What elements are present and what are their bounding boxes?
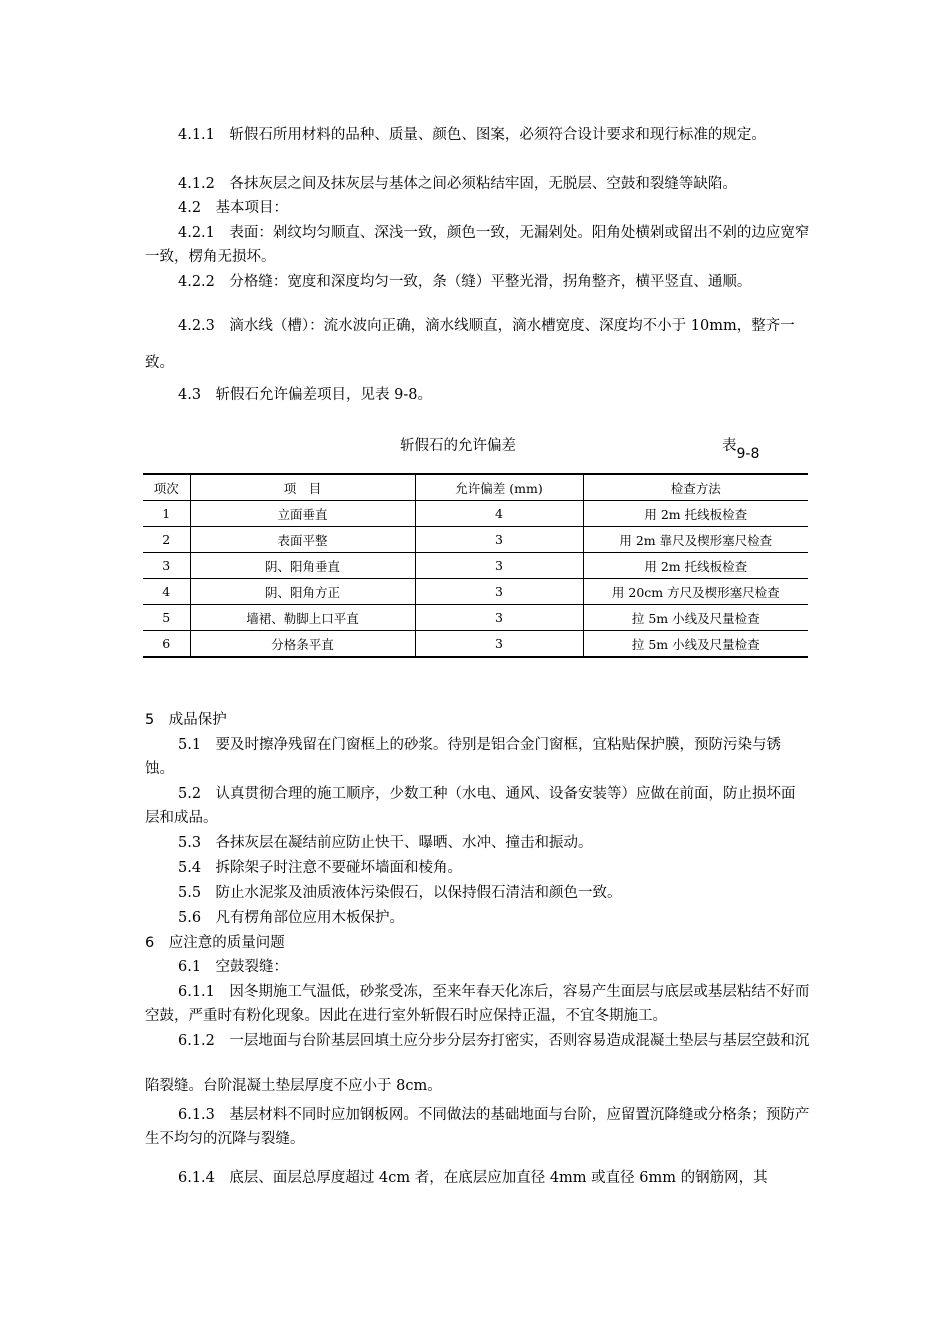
paragraph-5-4: 5.4 拆除架子时注意不要碰坏墙面和棱角。 — [178, 860, 463, 876]
paragraph-5-5: 5.5 防止水泥浆及油质液体污染假石，以保持假石清洁和颜色一致。 — [178, 885, 622, 901]
table-cell: 3 — [415, 553, 583, 579]
table-cell: 3 — [415, 631, 583, 658]
table-cell: 用 20cm 方尺及楔形塞尺检查 — [583, 579, 808, 605]
table-cell: 拉 5m 小线及尺量检查 — [583, 631, 808, 658]
paragraph-5-3: 5.3 各抹灰层在凝结前应防止快干、曝晒、水冲、撞击和振动。 — [178, 835, 593, 851]
table-cell: 拉 5m 小线及尺量检查 — [583, 605, 808, 631]
paragraph-4-2-1: 4.2.1 表面：剁纹均匀顺直、深浅一致，颜色一致，无漏剁处。阳角处横剁或留出不剁的边应宽窄一致，楞角无损坏。 — [145, 225, 810, 265]
paragraph-5-1: 5.1 要及时擦净残留在门窗框上的砂浆。待别是铝合金门窗框，宜粘贴保护膜，预防污染与锈蚀。 — [145, 737, 782, 777]
table-cell: 6 — [143, 631, 190, 658]
paragraph-4-2: 4.2 基本项目： — [178, 200, 289, 216]
table-cell: 用 2m 托线板检查 — [583, 501, 808, 527]
table-cell: 3 — [415, 579, 583, 605]
paragraph-6-1-4: 6.1.4 底层、面层总厚度超过 4cm 者，在底层应加直径 4mm 或直径 6mm 的钢筋网，其 — [178, 1170, 768, 1186]
table-number — [722, 434, 760, 462]
paragraph-4-3: 4.3 斩假石允许偏差项目，见表 9-8。 — [178, 387, 433, 403]
table-cell: 用 2m 靠尺及楔形塞尺检查 — [583, 527, 808, 553]
table-cell: 4 — [143, 579, 190, 605]
paragraph-4-1-2: 4.1.2 各抹灰层之间及抹灰层与基体之间必须粘结牢固，无脱层、空鼓和裂缝等缺陷。 — [178, 176, 737, 192]
table-row — [143, 631, 808, 658]
table-cell: 阴、阳角垂直 — [190, 553, 415, 579]
table-cell: 分格条平直 — [190, 631, 415, 658]
table-row — [143, 527, 808, 553]
header-cell: 允许偏差 (mm) — [415, 474, 583, 501]
table-cell: 表面平整 — [190, 527, 415, 553]
paragraph-6-1: 6.1 空鼓裂缝： — [178, 959, 289, 975]
table-cell: 用 2m 托线板检查 — [583, 553, 808, 579]
paragraph-6-1-2: 6.1.2 一层地面与台阶基层回填土应分步分层夯打密实，否则容易造成混凝土垫层与基层空鼓和沉陷裂缝。台阶混凝土垫层厚度不应小于 8cm。 — [145, 1033, 810, 1094]
header-cell: 项 目 — [190, 474, 415, 501]
table-row — [143, 579, 808, 605]
table-cell: 3 — [415, 605, 583, 631]
paragraph-6-1-3: 6.1.3 基层材料不同时应加钢板网。不同做法的基础地面与台阶，应留置沉降缝或分格条；预防产生不均匀的沉降与裂缝。 — [145, 1107, 810, 1147]
paragraph-5-2: 5.2 认真贯彻合理的施工顺序，少数工种（水电、通风、设备安装等）应做在前面，防止损坏面层和成品。 — [145, 786, 796, 826]
paragraph-4-1-1: 4.1.1 斩假石所用材料的品种、质量、颜色、图案，必须符合设计要求和现行标准的规定。 — [178, 127, 766, 143]
section-6-heading: 6 应注意的质量问题 — [145, 935, 285, 951]
table-row — [143, 501, 808, 527]
table-cell: 立面垂直 — [190, 501, 415, 527]
paragraph-4-2-3: 4.2.3 滴水线（槽）：流水波向正确，滴水线顺直，滴水槽宽度、深度均不小于 10mm，整齐一致。 — [145, 318, 795, 371]
table-cell: 1 — [143, 501, 190, 527]
table-caption: 斩假石的允许偏差 — [400, 438, 516, 454]
table-cell: 阴、阳角方正 — [190, 579, 415, 605]
header-cell: 检查方法 — [583, 474, 808, 501]
table-cell: 5 — [143, 605, 190, 631]
table-cell: 4 — [415, 501, 583, 527]
paragraph-4-2-2: 4.2.2 分格缝：宽度和深度均匀一致，条（缝）平整光滑，拐角整齐，横平竖直、通顺。 — [178, 274, 752, 290]
table-cell: 2 — [143, 527, 190, 553]
table-row — [143, 605, 808, 631]
paragraph-6-1-1: 6.1.1 因冬期施工气温低，砂浆受冻，至来年春天化冻后，容易产生面层与底层或基层粘结不好而空鼓，严重时有粉化现象。因此在进行室外斩假石时应保持正温，不宜冬期施工。 — [145, 984, 810, 1024]
table-cell: 墙裙、勒脚上口平直 — [190, 605, 415, 631]
paragraph-5-6: 5.6 凡有楞角部位应用木板保护。 — [178, 910, 405, 926]
table-cell: 3 — [143, 553, 190, 579]
table-label: 表 — [722, 438, 737, 454]
table-number-value: 9-8 — [736, 446, 760, 462]
header-cell: 项次 — [143, 474, 190, 501]
table-cell: 3 — [415, 527, 583, 553]
section-5-heading: 5 成品保护 — [145, 712, 227, 728]
tolerance-table — [143, 473, 808, 658]
table-header-row — [143, 474, 808, 501]
table-row — [143, 553, 808, 579]
